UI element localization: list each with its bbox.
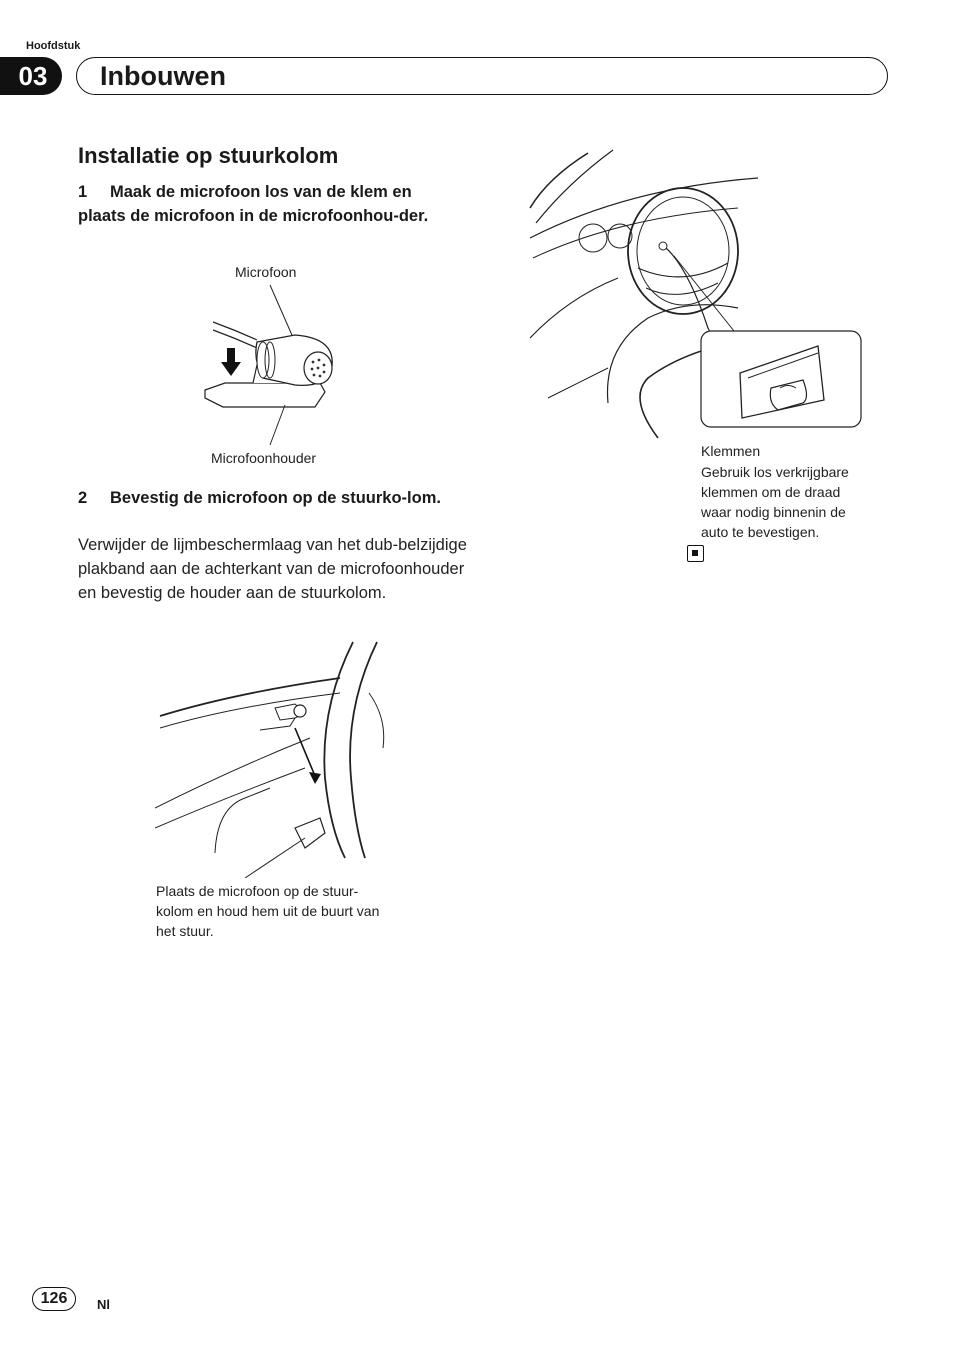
chapter-label: Hoofdstuk [26, 40, 81, 52]
end-of-section-icon [687, 545, 704, 562]
section-title: Installatie op stuurkolom [78, 143, 339, 168]
step-2 [78, 486, 463, 510]
step-1-text: Maak de microfoon los van de klem en plaats de microfoon in de microfoonhou-der. [78, 183, 429, 225]
step-2-text: Bevestig de microfoon op de stuurko-lom. [110, 489, 441, 507]
step-1-number: 1 [78, 183, 88, 201]
chapter-title: Inbouwen [100, 61, 226, 91]
figure-1-label-holder: Microfoonhouder [211, 450, 317, 466]
figure-3-caption-title: Klemmen [701, 443, 761, 459]
chapter-number-badge: 03 [0, 57, 62, 95]
figure-1-microphone-illustration [195, 280, 345, 450]
figure-1-label-microphone: Microfoon [235, 264, 297, 280]
language-code: Nl [97, 1297, 110, 1312]
step-2-body: Verwijder de lijmbeschermlaag van het dub-belzijdige plakband aan de achterkant van de microfoonhouder en bevestig de houder aan de stuurkolom. [78, 536, 467, 602]
step-2-number: 2 [78, 489, 88, 507]
page-number: 126 [32, 1287, 76, 1311]
figure-3-caption-text: Gebruik los verkrijgbare klemmen om de draad waar nodig binnenin de auto te bevestigen. [701, 464, 849, 540]
figure-3-dashboard-illustration [528, 148, 868, 443]
figure-2-caption: Plaats de microfoon op de stuur-kolom en houd hem uit de buurt van het stuur. [156, 883, 380, 939]
step-1 [78, 180, 463, 228]
figure-2-steering-column-illustration [155, 638, 390, 878]
